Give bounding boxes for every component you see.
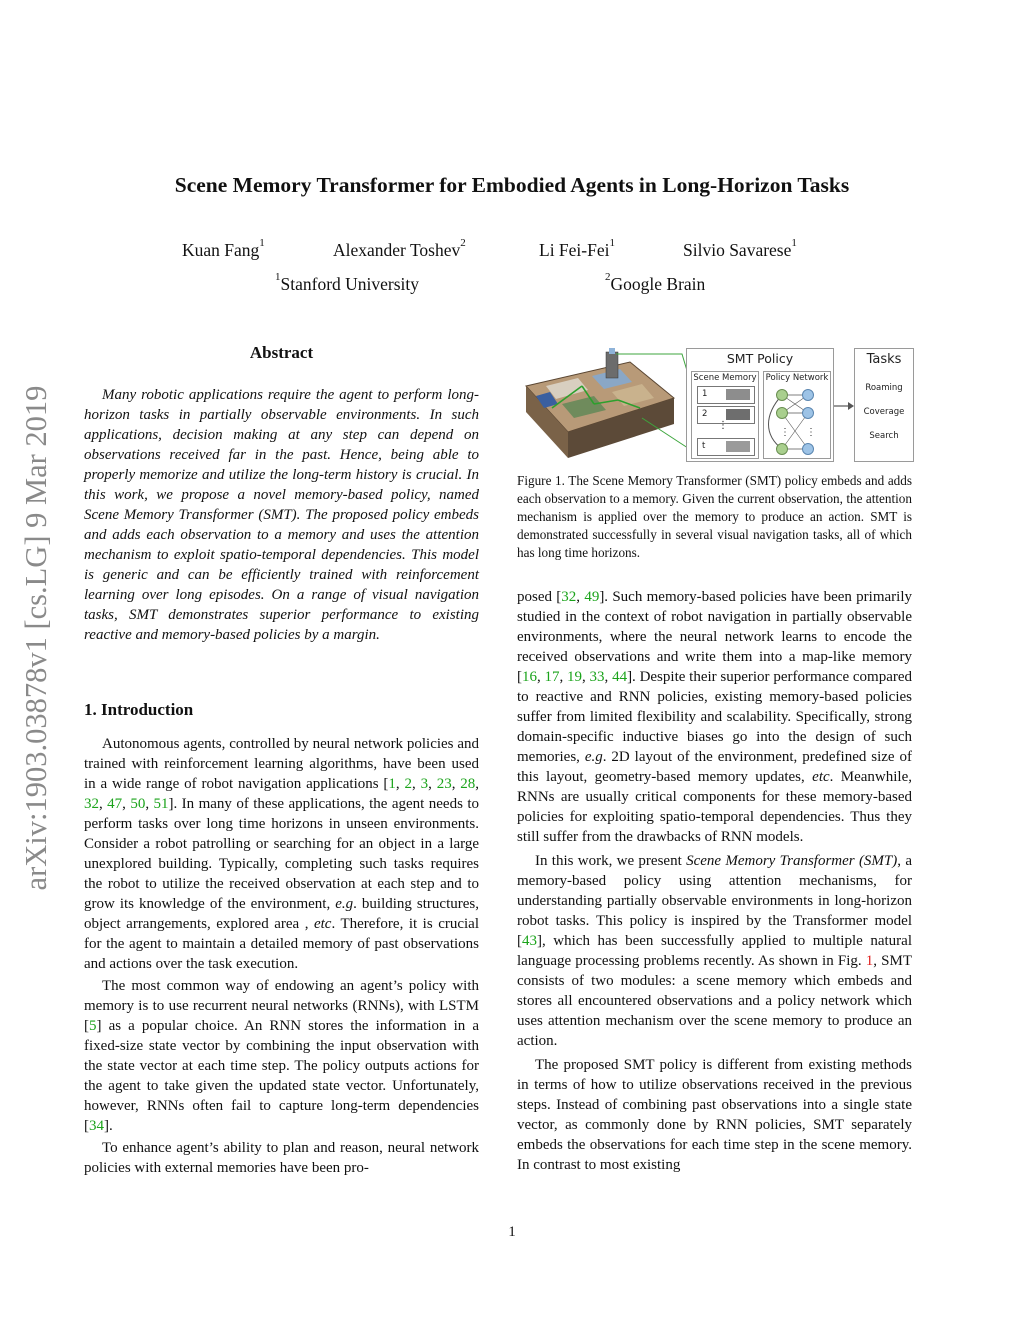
tasks-box <box>854 348 914 462</box>
paragraph: The proposed SMT policy is different from existing methods in terms of how to utilize observations received in the previous steps. Instead of combining past observations into a single state vector, as commonly done by RNN policies, SMT separately embeds the observations for each time step in the scene memory. In contrast to most existing <box>517 1057 912 1173</box>
svg-text:⋮: ⋮ <box>806 427 816 438</box>
citation-link[interactable]: 16 <box>522 669 537 685</box>
citation-link[interactable]: 49 <box>584 589 600 605</box>
citation-link[interactable]: 1 <box>388 776 396 792</box>
scene-memory-box <box>691 371 759 459</box>
apartment-scene-image <box>522 346 682 464</box>
arxiv-stamp <box>10 338 62 938</box>
svg-text:⋮: ⋮ <box>780 427 790 438</box>
network-node <box>803 390 814 401</box>
network-graph <box>764 385 830 457</box>
ellipsis-icon: ⋮ <box>718 420 728 431</box>
citation-link[interactable]: 3 <box>420 776 429 792</box>
section-heading: 1. Introduction <box>84 700 194 719</box>
citation-link[interactable]: 34 <box>89 1118 104 1134</box>
network-node <box>777 390 788 401</box>
citation-link[interactable]: 28 <box>460 776 476 792</box>
citation-link[interactable]: 2 <box>404 776 413 792</box>
author: Kuan Fang$^1$ <box>182 237 265 260</box>
figure-caption: Figure 1. The Scene Memory Transformer (SMT) policy embeds and adds each observation to a memory. Given the current observation, the attention mechanism is applied over the memory to produce an action. SMT is demonstrated successfully in several visual navigation tasks, all of which has long time horizons. <box>517 473 912 560</box>
network-node <box>777 408 788 419</box>
author: Li Fei-Fei$^1$ <box>539 237 615 260</box>
affiliation: $^1$Stanford University <box>275 271 420 294</box>
task-item: Coverage <box>863 407 905 417</box>
citation-link[interactable]: 44 <box>612 669 628 685</box>
citation-link[interactable]: 50 <box>130 796 146 812</box>
citation-link[interactable]: 5 <box>89 1018 97 1034</box>
network-node <box>803 408 814 419</box>
citation-link[interactable]: 17 <box>544 669 560 685</box>
memory-slot: 2 <box>697 406 755 424</box>
policy-network-label: Policy Network <box>765 373 829 383</box>
figure-1 <box>522 346 914 464</box>
citation-link[interactable]: 19 <box>567 669 583 685</box>
citation-link[interactable]: 33 <box>589 669 605 685</box>
task-item: Search <box>869 431 899 441</box>
abstract-heading: Abstract <box>249 343 314 362</box>
page-number: 1 <box>508 1224 516 1240</box>
right-column-text <box>517 587 912 1175</box>
paragraph: posed [32, 49]. Such memory-based policies have been primarily studied in the context of robot navigation in partially observable environments, where the neural network learns to encode the received observations and write them into a map-like memory [16, 17, 19, 33, 44]. Despite their superior performance compared to reactive and RNN policies, existing memory-based policies suffer from limited flexibility and scalability. Specifically, strong domain-specific inductive biases go into the design of such memories, e.g. 2D layout of the environment, predefined size of this layout, geometry-based memory updates, etc. Meanwhile, RNNs are usually critical components for these memory-based policies for exploiting spatio-temporal dependencies. Thus they still suffer from the drawbacks of RNN models. <box>517 589 913 845</box>
policy-network-box <box>763 371 831 459</box>
scene-memory-label: Scene Memory <box>693 373 757 383</box>
arxiv-id: arXiv:1903.03878v1 [cs.LG] 9 Mar 2019 <box>19 385 53 891</box>
memory-slot: 1 <box>697 386 755 404</box>
author: Alexander Toshev$^2$ <box>333 237 466 260</box>
paragraph: Autonomous agents, controlled by neural network policies and trained with reinforcement learning algorithms, have been used in a wide range of robot navigation applications [1, 2, 3, 23, 28, 32, 47, 50, 51]. In many of these applications, the agent needs to perform tasks over long time horizons in unseen environments. Consider a robot patrolling or searching for an object in a large unexplored building. Typically, completing such tasks requires the robot to utilize the received observation at each step and to grow its knowledge of the environment, e.g. building structures, object arrangements, explored area , etc. Therefore, it is crucial for the agent to maintain a detailed memory of past observations and actions over the task execution. <box>84 736 480 972</box>
paragraph: To enhance agent’s ability to plan and reason, neural network policies with external memories have been pro- <box>84 1140 479 1176</box>
citation-link[interactable]: 32 <box>561 589 577 605</box>
citation-link[interactable]: 51 <box>153 796 169 812</box>
figure-link[interactable]: 1 <box>865 953 874 969</box>
abstract-text: Many robotic applications require the agent to perform long-horizon tasks in partially observable environments. In such applications, decision making at any step can depend on observations received far in the past. Hence, being able to properly memorize and utilize the long-term history is crucial. In this work, we propose a novel memory-based policy, named Scene Memory Transformer (SMT). The proposed policy embeds and adds each observation to a memory and uses the attention mechanism to exploit spatio-temporal dependencies. This model is generic and can be efficiently trained with reinforcement learning over long episodes. On a range of visual navigation tasks, SMT demonstrates superior performance to existing reactive and memory-based policies by a margin. <box>84 387 479 643</box>
paper-title: Scene Memory Transformer for Embodied Agents in Long-Horizon Tasks <box>174 173 850 197</box>
intro-text <box>84 734 479 1178</box>
paragraph: The most common way of endowing an agent’s policy with memory is to use recurrent neural networks (RNNs), with LSTM [5] as a popular choice. An RNN stores the information in a fixed-size state vector by combining the input observation with the state vector at each time step. The policy outputs actions for the agent to take given the updated state vector. Unfortunately, however, RNNs often fail to capture long-term dependencies [34]. <box>84 978 479 1134</box>
author: Silvio Savarese$^1$ <box>683 237 797 260</box>
memory-slot: t <box>697 438 755 456</box>
network-node <box>803 444 814 455</box>
network-node <box>777 444 788 455</box>
citation-link[interactable]: 47 <box>107 796 123 812</box>
smt-policy-box <box>686 348 834 462</box>
citation-link[interactable]: 23 <box>436 776 452 792</box>
smt-policy-title: SMT Policy <box>726 351 794 366</box>
paragraph: In this work, we present Scene Memory Transformer (SMT), a memory-based policy using attention mechanisms, for understanding partially observable environments in long-horizon robot tasks. This policy is inspired by the Transformer model [43], which has been successfully applied to multiple natural language processing problems recently. As shown in Fig. 1, SMT consists of two modules: a scene memory which embeds and stores all encountered observations and a policy network which uses attention mechanism over the scene memory to produce an action. <box>517 853 912 1049</box>
task-item: Roaming <box>865 383 903 393</box>
citation-link[interactable]: 32 <box>84 796 99 812</box>
affiliation: $^2$Google Brain <box>605 271 706 294</box>
citation-link[interactable]: 43 <box>522 933 537 949</box>
tasks-title: Tasks <box>866 352 902 367</box>
